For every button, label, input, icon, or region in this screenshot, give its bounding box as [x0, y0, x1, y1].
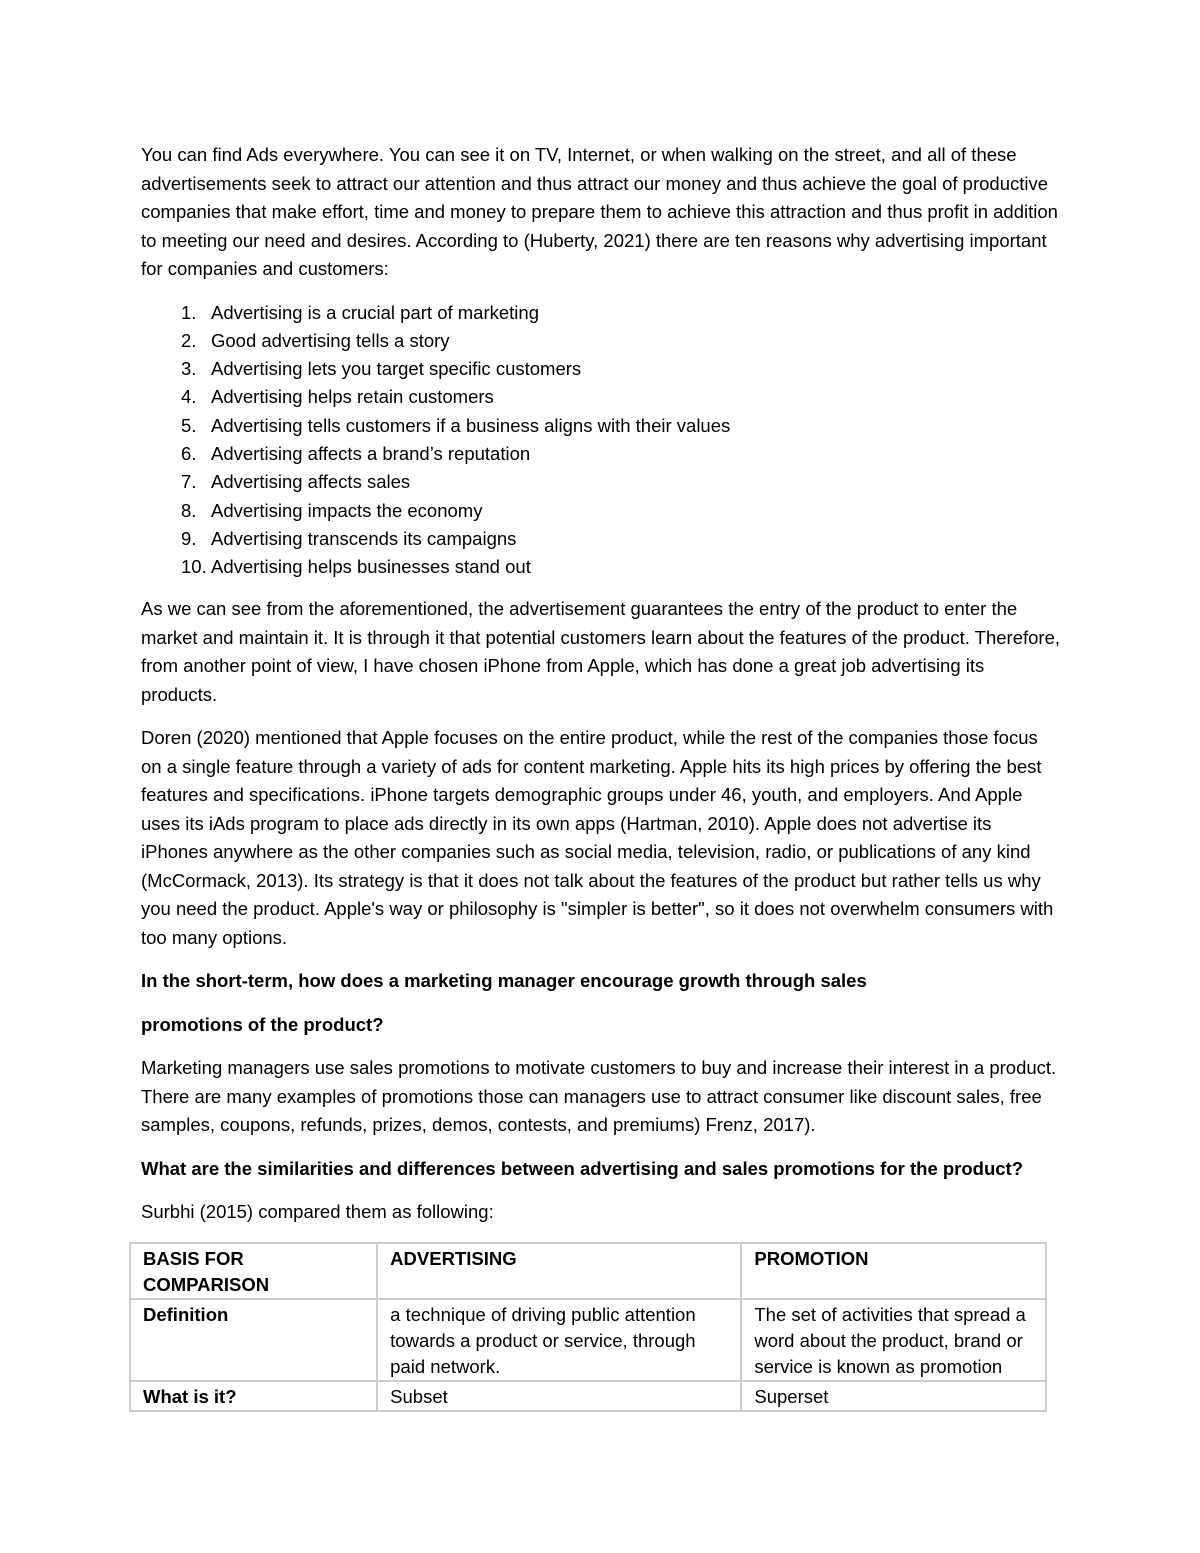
list-item: 9. Advertising transcends its campaigns — [181, 527, 517, 549]
table-row — [130, 1299, 1046, 1381]
list-item: 7. Advertising affects sales — [181, 471, 411, 493]
table-cell: Subset — [377, 1381, 741, 1411]
table-cell: The set of activities that spread a word about the product, brand or service is known as promotion — [741, 1299, 1046, 1381]
list-item: 3. Advertising lets you target specific customers — [181, 358, 582, 380]
list-item: 4. Advertising helps retain customers — [181, 386, 494, 408]
doren-paragraph: Doren (2020) mentioned that Apple focuses on the entire product, while the rest of the companies those focus on a single feature through a variety of ads for content marketing. Apple hits its high prices by offering the best features and specifications. iPhone targets demographic groups under 46, youth, and employers. And Apple uses its iAds program to place ads directly in its own apps (Hartman, 2010). Apple does not advertise its iPhones anywhere as the other companies such as social media, television, radio, or publications of any kind (McCormack, 2013). Its strategy is that it does not talk about the features of the product but rather tells us why you need the product. Apple's way or philosophy is "simpler is better", so it does not overwhelm consumers with too many options. — [141, 727, 1054, 948]
short-term-heading-line1: In the short-term, how does a marketing manager encourage growth through sales — [141, 970, 867, 992]
table-cell: Definition — [130, 1299, 377, 1381]
list-item: 6. Advertising affects a brand’s reputation — [181, 442, 531, 464]
table-header-cell: PROMOTION — [741, 1243, 1046, 1299]
table-cell: Superset — [741, 1381, 1046, 1411]
similarities-heading: What are the similarities and differences between advertising and sales promotions for the product? — [141, 1157, 1024, 1179]
short-term-heading-line2: promotions of the product? — [141, 1013, 384, 1035]
reasons-list — [141, 299, 1061, 582]
list-item: 8. Advertising impacts the economy — [181, 499, 483, 521]
table-cell: a technique of driving public attention towards a product or service, through paid network. — [377, 1299, 741, 1381]
table-header-cell: BASIS FOR COMPARISON — [130, 1243, 377, 1299]
table-cell: What is it? — [130, 1381, 377, 1411]
table-header-cell: ADVERTISING — [377, 1243, 741, 1299]
document-page — [141, 141, 1061, 1412]
list-item: 1. Advertising is a crucial part of marketing — [181, 301, 539, 323]
marketing-paragraph: Marketing managers use sales promotions to motivate customers to buy and increase their interest in a product. There are many examples of promotions those can managers use to attract consumer like discount sales, free samples, coupons, refunds, prizes, demos, contests, and premiums) Frenz, 2017). — [141, 1057, 1057, 1136]
table-row — [130, 1381, 1046, 1411]
intro-paragraph: You can find Ads everywhere. You can see it on TV, Internet, or when walking on the street, and all of these advertisements seek to attract our attention and thus attract our money and thus achieve the goal of productive companies that make effort, time and money to prepare them to achieve this attraction and thus profit in addition to meeting our need and desires. According to (Huberty, 2021) there are ten reasons why advertising important for companies and customers: — [141, 144, 1058, 279]
surbhi-paragraph: Surbhi (2015) compared them as following: — [141, 1201, 494, 1223]
list-item: 10. Advertising helps businesses stand out — [181, 556, 531, 578]
list-item: 5. Advertising tells customers if a business aligns with their values — [181, 414, 731, 436]
comparison-table — [129, 1242, 1047, 1412]
aforementioned-paragraph: As we can see from the aforementioned, the advertisement guarantees the entry of the product to enter the market and maintain it. It is through it that potential customers learn about the features of the product. Therefore, from another point of view, I have chosen iPhone from Apple, which has done a great job advertising its products. — [141, 598, 1061, 705]
table-header-row — [130, 1243, 1046, 1299]
list-item: 2. Good advertising tells a story — [181, 329, 450, 351]
